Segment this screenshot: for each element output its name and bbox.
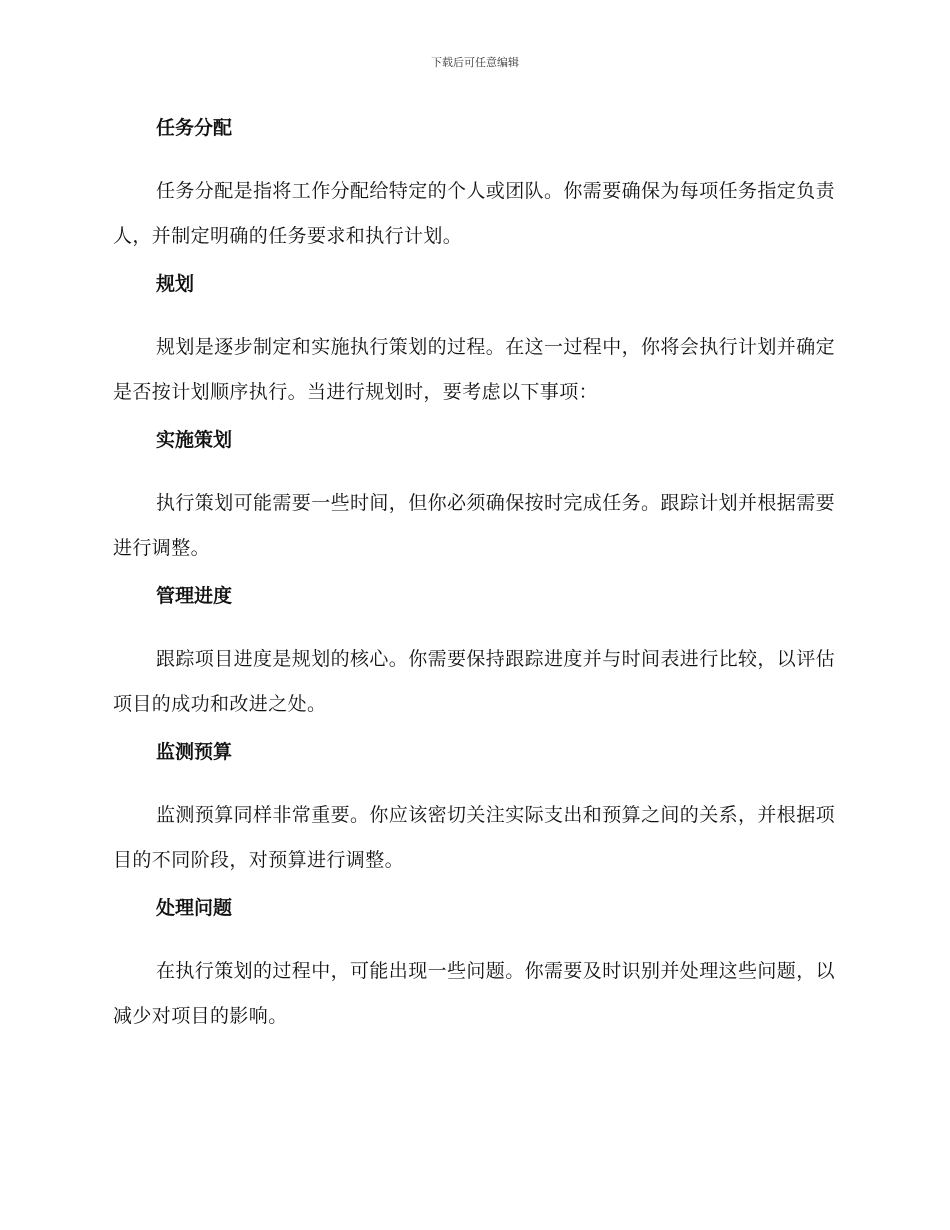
section-heading-progress: 管理进度 xyxy=(156,585,233,607)
section-heading-planning: 规划 xyxy=(156,273,195,295)
section-body-budget: 监测预算同样非常重要。你应该密切关注实际支出和预算之间的关系，并根据项目的不同阶段，对预算进行调整。 xyxy=(113,804,836,871)
header-note: 下载后可任意编辑 xyxy=(431,56,519,69)
document-content xyxy=(113,111,835,1047)
section-body-task-assignment: 任务分配是指将工作分配给特定的个人或团队。你需要确保为每项任务指定负责人，并制定明确的任务要求和执行计划。 xyxy=(113,180,836,247)
section-heading-implementation: 实施策划 xyxy=(156,429,233,451)
section-heading-budget: 监测预算 xyxy=(156,741,233,763)
section-heading-issues: 处理问题 xyxy=(156,897,233,919)
section-heading-task-assignment: 任务分配 xyxy=(156,117,233,139)
section-body-planning: 规划是逐步制定和实施执行策划的过程。在这一过程中，你将会执行计划并确定是否按计划顺序执行。当进行规划时，要考虑以下事项： xyxy=(113,336,836,403)
section-body-progress: 跟踪项目进度是规划的核心。你需要保持跟踪进度并与时间表进行比较，以评估项目的成功和改进之处。 xyxy=(113,648,836,715)
section-body-issues: 在执行策划的过程中，可能出现一些问题。你需要及时识别并处理这些问题，以减少对项目的影响。 xyxy=(113,960,836,1027)
section-body-implementation: 执行策划可能需要一些时间，但你必须确保按时完成任务。跟踪计划并根据需要进行调整。 xyxy=(113,492,836,559)
